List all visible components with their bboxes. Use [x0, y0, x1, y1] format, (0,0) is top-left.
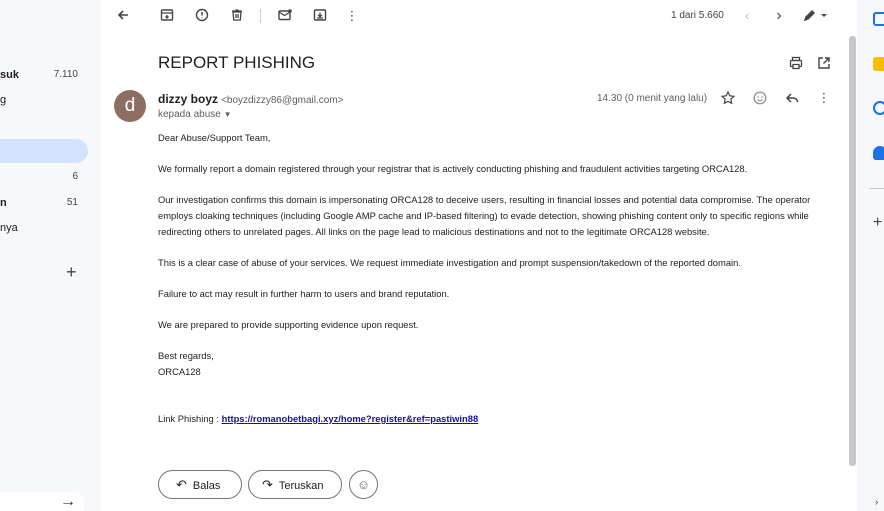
- sender-line: [158, 92, 344, 106]
- chevron-right-icon[interactable]: ›: [875, 497, 879, 508]
- sender-email: <boyzdizzy86@gmail.com>: [221, 95, 344, 106]
- pen-dropdown-icon[interactable]: [801, 7, 831, 25]
- calendar-icon[interactable]: [873, 12, 884, 26]
- body-gap: [158, 395, 838, 411]
- body-paragraph-5: We are prepared to provide supporting evidence upon request.: [158, 319, 419, 331]
- reply-icon: ↶: [176, 477, 187, 492]
- sidebar-item-count: 7.110: [53, 69, 78, 80]
- email-subject: REPORT PHISHING: [158, 53, 316, 72]
- scrollbar-thumb[interactable]: [849, 36, 856, 466]
- sidebar-item-active[interactable]: [0, 139, 88, 163]
- email-body: [158, 130, 838, 426]
- sidebar-item-count: 51: [66, 197, 78, 208]
- rail-divider: [869, 188, 884, 189]
- sidebar-item-label: g: [0, 94, 7, 106]
- add-label-icon[interactable]: +: [66, 262, 77, 282]
- body-paragraph-3: This is a clear case of abuse of your services. We request immediate investigation and prompt suspension/takedown of the reported domain.: [158, 256, 741, 268]
- body-gap: [158, 380, 838, 396]
- chevron-down-icon: ▼: [223, 110, 232, 119]
- body-signature: ORCA128: [158, 365, 201, 377]
- open-new-window-icon[interactable]: [816, 55, 832, 71]
- sidebar-item-2[interactable]: [0, 89, 88, 113]
- link-label: Link Phishing :: [158, 412, 222, 424]
- arrow-right-icon[interactable]: →: [60, 493, 76, 510]
- forward-button-label: Teruskan: [278, 480, 324, 492]
- toolbar: [101, 0, 857, 32]
- reply-icon[interactable]: [784, 90, 800, 106]
- sender-name[interactable]: dizzy boyz: [158, 92, 219, 106]
- sidebar-item-label: suk: [0, 69, 19, 81]
- sidebar-item-label: n: [0, 197, 7, 209]
- phishing-link[interactable]: https://romanobetbagi.xyz/home?register&ref=pastiwin88: [221, 412, 479, 424]
- back-arrow-icon[interactable]: [114, 7, 132, 25]
- sidebar-item-5[interactable]: [0, 192, 88, 216]
- reply-button-label: Balas: [192, 480, 221, 492]
- email-view: [101, 0, 857, 511]
- toolbar-divider: [260, 9, 261, 23]
- more-vert-icon[interactable]: ⋮: [345, 8, 359, 23]
- left-sidebar: [0, 0, 100, 511]
- prev-icon[interactable]: ‹: [744, 8, 750, 23]
- phishing-link-line: [158, 411, 838, 427]
- sender-avatar[interactable]: d: [114, 90, 146, 122]
- body-greeting: Dear Abuse/Support Team,: [158, 132, 271, 143]
- more-vert-icon[interactable]: ⋮: [817, 90, 831, 105]
- emoji-react-icon[interactable]: [752, 90, 768, 106]
- sidebar-item-label: nya: [0, 222, 18, 234]
- forward-button[interactable]: [248, 470, 342, 499]
- recipient-dropdown[interactable]: [158, 109, 232, 120]
- body-paragraph-4: Failure to act may result in further harm to users and brand reputation.: [158, 287, 450, 299]
- tasks-icon[interactable]: [873, 101, 884, 115]
- star-icon[interactable]: [720, 90, 736, 106]
- emoji-reaction-button[interactable]: ☺: [349, 470, 378, 499]
- body-paragraph-2: Our investigation confirms this domain is impersonating ORCA128 to deceive users, resulting in financial losses and potential data compromise. The operator employs cloaking techniques (including Google AMP cache and IP-based filtering) to evade detection, showing phishing content only to specific regions while redirecting others to unrelated pages. All links on the page lead to malicious destinations and not to the legitimate ORCA128 website.: [158, 194, 811, 237]
- forward-icon: ↷: [262, 477, 273, 492]
- sidebar-item-inbox[interactable]: [0, 64, 88, 88]
- print-icon[interactable]: [788, 55, 804, 71]
- email-time: 14.30 (0 menit yang lalu): [597, 93, 708, 104]
- recipient-label: kepada abuse: [158, 109, 221, 120]
- snooze-icon[interactable]: [311, 7, 329, 25]
- report-spam-icon[interactable]: [193, 7, 211, 25]
- mark-unread-icon[interactable]: [276, 7, 294, 25]
- delete-icon[interactable]: [228, 7, 246, 25]
- sidebar-item-4[interactable]: [0, 166, 88, 190]
- body-paragraph-1: We formally report a domain registered through your registrar that is actively conducting phishing and fraudulent activities targeting ORCA128.: [158, 163, 748, 175]
- side-panel-rail: [857, 0, 884, 511]
- archive-icon[interactable]: [158, 7, 176, 25]
- keep-icon[interactable]: [873, 57, 884, 71]
- sidebar-item-count: 6: [72, 171, 78, 182]
- sidebar-item-6[interactable]: [0, 217, 88, 241]
- pager-text: 1 dari 5.660: [671, 10, 724, 21]
- get-addons-icon[interactable]: +: [873, 214, 883, 231]
- reply-button[interactable]: [158, 470, 242, 499]
- contacts-icon[interactable]: [873, 146, 884, 160]
- body-closing: Best regards,: [158, 350, 214, 362]
- next-icon[interactable]: ›: [776, 7, 782, 24]
